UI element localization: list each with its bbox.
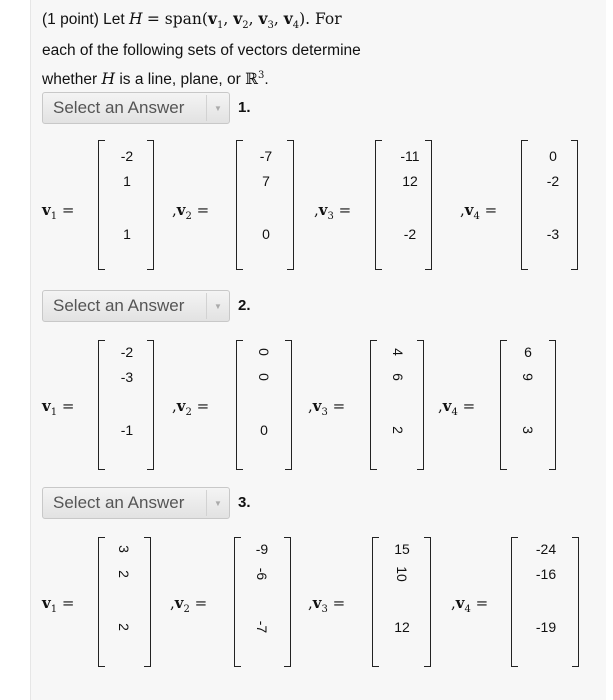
matrix-entry: -2 [546, 173, 560, 189]
matrix-entry: -9 [255, 541, 269, 557]
question-number-1: 1. [238, 99, 251, 116]
answer-select-1[interactable]: Select an Answer ▼ [42, 92, 230, 124]
dropdown-arrow-icon: ▼ [206, 490, 229, 516]
matrix-entry: 6 [524, 344, 532, 360]
matrix-entry: 2 [116, 570, 132, 578]
matrix-entry: -24 [535, 541, 557, 557]
vector-label-v1: $v_1$ = [42, 594, 75, 615]
matrix-entry: 0 [256, 373, 272, 381]
matrix-entry: 1 [123, 173, 131, 189]
vector-label-v4: $,v_4$ = [460, 201, 498, 222]
matrix-entry: 3 [520, 426, 536, 434]
matrix-entry: -19 [535, 619, 557, 635]
matrix-entry: -2 [403, 226, 417, 242]
vector-label-v3: $,v_3$ = [308, 594, 346, 615]
matrix-entry: -3 [120, 369, 134, 385]
matrix-left-bracket [511, 537, 518, 667]
answer-select-3[interactable]: Select an Answer ▼ [42, 487, 230, 519]
statement-line-2: each of the following sets of vectors determine [42, 42, 361, 60]
statement-line-1: (1 point) Let $H = span(v_1$, $v_2$, $v_3$, $v_4$). For [42, 9, 342, 32]
matrix-entry: 0 [262, 226, 270, 242]
matrix-entry: 6 [390, 373, 406, 381]
question-number-3: 3. [238, 494, 251, 511]
matrix-entry: 1 [123, 226, 131, 242]
vector-label-v4: $,v_4$ = [451, 594, 489, 615]
question-number-2: 2. [238, 297, 251, 314]
matrix-entry: 7 [262, 173, 270, 189]
matrix-left-bracket [98, 537, 105, 667]
vector-label-v3: $,v_3$ = [308, 397, 346, 418]
matrix-right-bracket [285, 340, 292, 470]
matrix-left-bracket [370, 340, 377, 470]
matrix-entry: -11 [400, 148, 420, 164]
matrix-entry: 3 [116, 545, 132, 553]
matrix-right-bracket [144, 537, 151, 667]
dropdown-arrow-icon: ▼ [206, 95, 229, 121]
matrix-entry: -16 [535, 566, 557, 582]
dropdown-arrow-icon: ▼ [206, 293, 229, 319]
vector-label-v3: $,v_3$ = [314, 201, 352, 222]
matrix-entry: 12 [402, 173, 418, 189]
matrix-right-bracket [417, 340, 424, 470]
matrix-left-bracket [521, 140, 528, 270]
matrix-entry: -2 [120, 344, 134, 360]
vector-label-v1: $v_1$ = [42, 201, 75, 222]
vector-label-v1: $v_1$ = [42, 397, 75, 418]
matrix-entry: -1 [120, 422, 134, 438]
matrix-left-bracket [375, 140, 382, 270]
matrix-left-bracket [236, 340, 243, 470]
matrix-entry: -6 [254, 567, 270, 581]
vector-label-v2: $,v_2$ = [170, 594, 208, 615]
matrix-entry: 0 [260, 422, 268, 438]
matrix-entry: 10 [394, 566, 410, 582]
answer-select-2[interactable]: Select an Answer ▼ [42, 290, 230, 322]
vector-label-v4: $,v_4$ = [438, 397, 476, 418]
vector-label-v2: $,v_2$ = [172, 397, 210, 418]
matrix-entry: 15 [394, 541, 410, 557]
matrix-entry: -3 [546, 226, 560, 242]
problem-statement [42, 6, 442, 92]
matrix-entry: 0 [256, 348, 272, 356]
statement-line-3: whether H is a line, plane, or ℝ$^3$. [42, 70, 269, 89]
matrix-entry: -2 [120, 148, 134, 164]
matrix-entry: 12 [394, 619, 410, 635]
matrix-entry: 2 [390, 426, 406, 434]
matrix-entry: 9 [520, 373, 536, 381]
matrix-entry: 0 [549, 148, 557, 164]
matrix-entry: 4 [390, 348, 406, 356]
vector-label-v2: $,v_2$ = [172, 201, 210, 222]
matrix-right-bracket [572, 537, 579, 667]
matrix-entry: -7 [259, 148, 273, 164]
matrix-entry: 2 [116, 623, 132, 631]
matrix-entry: -7 [254, 620, 270, 634]
